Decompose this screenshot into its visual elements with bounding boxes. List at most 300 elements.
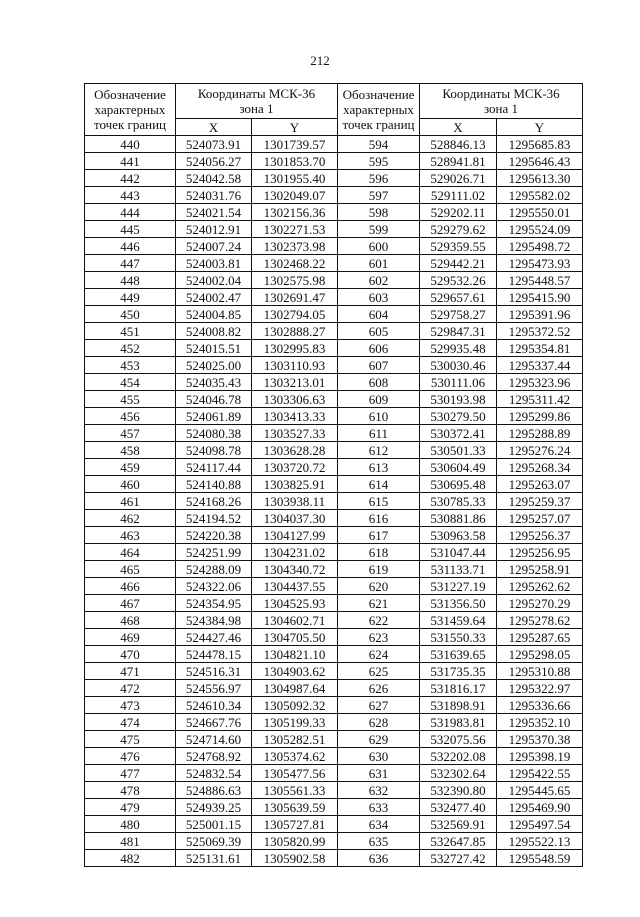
y-right-cell: 1295646.43: [497, 153, 583, 170]
table-row: [85, 493, 583, 510]
x-right-cell: 532727.42: [420, 850, 497, 867]
x-right-cell: 529202.11: [420, 204, 497, 221]
point-id-left-cell: 479: [85, 799, 176, 816]
point-id-left-cell: 457: [85, 425, 176, 442]
x-right-cell: 530785.33: [420, 493, 497, 510]
point-id-right-cell: 627: [338, 697, 420, 714]
y-right-cell: 1295498.72: [497, 238, 583, 255]
x-left-cell: 524098.78: [176, 442, 252, 459]
point-id-right-cell: 610: [338, 408, 420, 425]
y-left-cell: 1305477.56: [252, 765, 338, 782]
point-id-right-cell: 615: [338, 493, 420, 510]
table-row: [85, 357, 583, 374]
y-right-cell: 1295262.62: [497, 578, 583, 595]
point-id-right-cell: 601: [338, 255, 420, 272]
point-id-right-cell: 617: [338, 527, 420, 544]
point-id-left-cell: 482: [85, 850, 176, 867]
x-right-cell: 531133.71: [420, 561, 497, 578]
point-id-right-cell: 608: [338, 374, 420, 391]
x-left-cell: 524168.26: [176, 493, 252, 510]
y-left-cell: 1303306.63: [252, 391, 338, 408]
y-left-cell: 1304340.72: [252, 561, 338, 578]
coords-header-left: [176, 84, 338, 119]
table-row: [85, 306, 583, 323]
x-left-cell: 524015.51: [176, 340, 252, 357]
x-left-cell: 524322.06: [176, 578, 252, 595]
x-right-cell: 529279.62: [420, 221, 497, 238]
x-left-cell: 524012.91: [176, 221, 252, 238]
point-id-right-cell: 602: [338, 272, 420, 289]
point-id-left-cell: 476: [85, 748, 176, 765]
y-left-cell: 1304705.50: [252, 629, 338, 646]
point-id-left-cell: 441: [85, 153, 176, 170]
y-left-cell: 1303825.91: [252, 476, 338, 493]
table-row: [85, 323, 583, 340]
point-id-right-cell: 614: [338, 476, 420, 493]
table-row: [85, 612, 583, 629]
x-right-cell: 532569.91: [420, 816, 497, 833]
x-left-cell: 524061.89: [176, 408, 252, 425]
y-header-left: Y: [252, 119, 338, 136]
x-left-cell: 524046.78: [176, 391, 252, 408]
y-right-cell: 1295263.07: [497, 476, 583, 493]
x-right-cell: 531047.44: [420, 544, 497, 561]
point-id-right-cell: 619: [338, 561, 420, 578]
x-right-cell: 529442.21: [420, 255, 497, 272]
y-left-cell: 1302995.83: [252, 340, 338, 357]
y-right-cell: 1295415.90: [497, 289, 583, 306]
x-left-cell: 524031.76: [176, 187, 252, 204]
point-id-left-cell: 481: [85, 833, 176, 850]
point-label-line-3: точек границ: [342, 117, 415, 132]
point-id-left-cell: 454: [85, 374, 176, 391]
point-id-right-cell: 623: [338, 629, 420, 646]
x-header-left: X: [176, 119, 252, 136]
x-left-cell: 525131.61: [176, 850, 252, 867]
x-right-cell: 531816.17: [420, 680, 497, 697]
table-row: [85, 816, 583, 833]
point-id-left-cell: 461: [85, 493, 176, 510]
point-id-right-cell: 631: [338, 765, 420, 782]
coords-header-right: [420, 84, 583, 119]
x-left-cell: 524516.31: [176, 663, 252, 680]
y-right-cell: 1295256.37: [497, 527, 583, 544]
point-id-left-cell: 480: [85, 816, 176, 833]
table-row: [85, 391, 583, 408]
point-id-right-cell: 611: [338, 425, 420, 442]
point-id-left-cell: 446: [85, 238, 176, 255]
x-left-cell: 524004.85: [176, 306, 252, 323]
x-left-cell: 524427.46: [176, 629, 252, 646]
table-row: [85, 714, 583, 731]
point-id-right-cell: 596: [338, 170, 420, 187]
point-id-right-cell: 603: [338, 289, 420, 306]
y-header-right: Y: [497, 119, 583, 136]
point-id-right-cell: 622: [338, 612, 420, 629]
table-row: [85, 425, 583, 442]
point-label-line-1: Обозначение: [94, 87, 166, 102]
y-left-cell: 1302888.27: [252, 323, 338, 340]
y-left-cell: 1304987.64: [252, 680, 338, 697]
x-right-cell: 530501.33: [420, 442, 497, 459]
point-id-right-cell: 618: [338, 544, 420, 561]
table-row: [85, 340, 583, 357]
x-right-cell: 532477.40: [420, 799, 497, 816]
y-right-cell: 1295550.01: [497, 204, 583, 221]
y-left-cell: 1305820.99: [252, 833, 338, 850]
x-left-cell: 524140.88: [176, 476, 252, 493]
point-id-right-cell: 597: [338, 187, 420, 204]
point-id-right-cell: 612: [338, 442, 420, 459]
point-id-left-cell: 462: [85, 510, 176, 527]
x-right-cell: 529657.61: [420, 289, 497, 306]
y-right-cell: 1295258.91: [497, 561, 583, 578]
y-left-cell: 1303213.01: [252, 374, 338, 391]
point-id-right-cell: 604: [338, 306, 420, 323]
point-id-right-cell: 598: [338, 204, 420, 221]
y-right-cell: 1295522.13: [497, 833, 583, 850]
y-left-cell: 1304821.10: [252, 646, 338, 663]
point-id-left-cell: 451: [85, 323, 176, 340]
point-id-left-cell: 460: [85, 476, 176, 493]
y-left-cell: 1303720.72: [252, 459, 338, 476]
page-number: 212: [310, 53, 330, 68]
point-id-left-cell: 442: [85, 170, 176, 187]
x-right-cell: 530279.50: [420, 408, 497, 425]
x-right-cell: 530030.46: [420, 357, 497, 374]
y-left-cell: 1301955.40: [252, 170, 338, 187]
y-right-cell: 1295278.62: [497, 612, 583, 629]
point-id-left-cell: 478: [85, 782, 176, 799]
point-label-header-left: [85, 84, 176, 136]
x-right-cell: 532202.08: [420, 748, 497, 765]
y-left-cell: 1303110.93: [252, 357, 338, 374]
y-right-cell: 1295276.24: [497, 442, 583, 459]
table-row: [85, 221, 583, 238]
table-body: [85, 136, 583, 867]
x-left-cell: 524042.58: [176, 170, 252, 187]
table-row: [85, 136, 583, 153]
y-right-cell: 1295352.10: [497, 714, 583, 731]
table-row: [85, 850, 583, 867]
x-left-cell: 524007.24: [176, 238, 252, 255]
y-right-cell: 1295497.54: [497, 816, 583, 833]
y-left-cell: 1304602.71: [252, 612, 338, 629]
y-left-cell: 1304903.62: [252, 663, 338, 680]
x-right-cell: 529359.55: [420, 238, 497, 255]
table-row: [85, 544, 583, 561]
point-id-left-cell: 450: [85, 306, 176, 323]
point-id-right-cell: 606: [338, 340, 420, 357]
y-left-cell: 1301739.57: [252, 136, 338, 153]
y-right-cell: 1295257.07: [497, 510, 583, 527]
point-id-left-cell: 469: [85, 629, 176, 646]
y-right-cell: 1295473.93: [497, 255, 583, 272]
x-right-cell: 530881.86: [420, 510, 497, 527]
point-id-right-cell: 595: [338, 153, 420, 170]
x-left-cell: 524886.63: [176, 782, 252, 799]
y-right-cell: 1295311.42: [497, 391, 583, 408]
point-label-line-2: характерных: [94, 102, 166, 117]
x-left-cell: 524556.97: [176, 680, 252, 697]
table-row: [85, 578, 583, 595]
point-id-right-cell: 624: [338, 646, 420, 663]
table-row: [85, 289, 583, 306]
point-id-right-cell: 634: [338, 816, 420, 833]
x-right-cell: 532302.64: [420, 765, 497, 782]
y-right-cell: 1295422.55: [497, 765, 583, 782]
y-right-cell: 1295354.81: [497, 340, 583, 357]
table-row: [85, 799, 583, 816]
table-row: [85, 442, 583, 459]
point-id-left-cell: 475: [85, 731, 176, 748]
point-id-right-cell: 607: [338, 357, 420, 374]
point-id-right-cell: 635: [338, 833, 420, 850]
point-id-left-cell: 472: [85, 680, 176, 697]
x-right-cell: 531227.19: [420, 578, 497, 595]
x-left-cell: 524073.91: [176, 136, 252, 153]
y-right-cell: 1295298.05: [497, 646, 583, 663]
point-id-left-cell: 463: [85, 527, 176, 544]
y-right-cell: 1295268.34: [497, 459, 583, 476]
point-id-left-cell: 466: [85, 578, 176, 595]
point-id-right-cell: 613: [338, 459, 420, 476]
y-right-cell: 1295287.65: [497, 629, 583, 646]
table-row: [85, 204, 583, 221]
y-left-cell: 1302271.53: [252, 221, 338, 238]
point-id-right-cell: 621: [338, 595, 420, 612]
table-row: [85, 765, 583, 782]
y-left-cell: 1303628.28: [252, 442, 338, 459]
x-right-cell: 530604.49: [420, 459, 497, 476]
point-id-right-cell: 626: [338, 680, 420, 697]
point-id-left-cell: 465: [85, 561, 176, 578]
y-left-cell: 1304231.02: [252, 544, 338, 561]
x-right-cell: 531459.64: [420, 612, 497, 629]
x-right-cell: 529758.27: [420, 306, 497, 323]
y-right-cell: 1295582.02: [497, 187, 583, 204]
x-left-cell: 524002.47: [176, 289, 252, 306]
y-left-cell: 1304525.93: [252, 595, 338, 612]
x-left-cell: 524117.44: [176, 459, 252, 476]
table-row: [85, 153, 583, 170]
point-id-right-cell: 633: [338, 799, 420, 816]
point-id-left-cell: 453: [85, 357, 176, 374]
y-right-cell: 1295288.89: [497, 425, 583, 442]
y-right-cell: 1295398.19: [497, 748, 583, 765]
table-row: [85, 561, 583, 578]
table-row: [85, 238, 583, 255]
table-row: [85, 646, 583, 663]
x-right-cell: 531898.91: [420, 697, 497, 714]
x-right-cell: 530695.48: [420, 476, 497, 493]
point-label-header-right: [338, 84, 420, 136]
point-id-left-cell: 456: [85, 408, 176, 425]
coords-title-line-1: Координаты МСК-36: [442, 86, 560, 101]
y-right-cell: 1295259.37: [497, 493, 583, 510]
table-row: [85, 629, 583, 646]
coords-title-line-2: зона 1: [483, 101, 519, 116]
table-row: [85, 374, 583, 391]
table-row: [85, 459, 583, 476]
y-left-cell: 1302468.22: [252, 255, 338, 272]
table-row: [85, 663, 583, 680]
x-left-cell: 524008.82: [176, 323, 252, 340]
table-row: [85, 680, 583, 697]
y-right-cell: 1295310.88: [497, 663, 583, 680]
y-right-cell: 1295256.95: [497, 544, 583, 561]
table-row: [85, 255, 583, 272]
point-id-right-cell: 594: [338, 136, 420, 153]
point-id-left-cell: 443: [85, 187, 176, 204]
y-left-cell: 1305199.33: [252, 714, 338, 731]
x-left-cell: 524354.95: [176, 595, 252, 612]
table-row: [85, 748, 583, 765]
y-left-cell: 1305727.81: [252, 816, 338, 833]
table-row: [85, 187, 583, 204]
point-id-left-cell: 452: [85, 340, 176, 357]
point-id-right-cell: 605: [338, 323, 420, 340]
point-id-left-cell: 445: [85, 221, 176, 238]
y-right-cell: 1295372.52: [497, 323, 583, 340]
x-right-cell: 531983.81: [420, 714, 497, 731]
y-left-cell: 1304037.30: [252, 510, 338, 527]
table-row: [85, 697, 583, 714]
x-left-cell: 524251.99: [176, 544, 252, 561]
coords-title-line-2: зона 1: [239, 101, 274, 116]
x-right-cell: 531356.50: [420, 595, 497, 612]
point-id-right-cell: 599: [338, 221, 420, 238]
x-left-cell: 524056.27: [176, 153, 252, 170]
x-right-cell: 529532.26: [420, 272, 497, 289]
point-id-left-cell: 440: [85, 136, 176, 153]
point-id-left-cell: 444: [85, 204, 176, 221]
point-id-left-cell: 455: [85, 391, 176, 408]
table-row: [85, 731, 583, 748]
y-right-cell: 1295469.90: [497, 799, 583, 816]
x-left-cell: 524610.34: [176, 697, 252, 714]
point-id-left-cell: 468: [85, 612, 176, 629]
point-id-left-cell: 448: [85, 272, 176, 289]
x-left-cell: 524035.43: [176, 374, 252, 391]
x-right-cell: 532390.80: [420, 782, 497, 799]
table-row: [85, 272, 583, 289]
y-left-cell: 1304127.99: [252, 527, 338, 544]
y-left-cell: 1302156.36: [252, 204, 338, 221]
y-left-cell: 1302575.98: [252, 272, 338, 289]
y-left-cell: 1304437.55: [252, 578, 338, 595]
y-left-cell: 1302794.05: [252, 306, 338, 323]
point-label-line-1: Обозначение: [342, 87, 415, 102]
table-row: [85, 170, 583, 187]
x-right-cell: 528941.81: [420, 153, 497, 170]
y-left-cell: 1302691.47: [252, 289, 338, 306]
point-id-left-cell: 477: [85, 765, 176, 782]
table-row: [85, 408, 583, 425]
point-id-left-cell: 449: [85, 289, 176, 306]
y-right-cell: 1295613.30: [497, 170, 583, 187]
x-left-cell: 524080.38: [176, 425, 252, 442]
point-id-left-cell: 458: [85, 442, 176, 459]
x-left-cell: 524003.81: [176, 255, 252, 272]
point-id-right-cell: 625: [338, 663, 420, 680]
point-label-line-2: характерных: [343, 102, 414, 117]
coordinates-table: [84, 83, 583, 867]
x-right-cell: 529935.48: [420, 340, 497, 357]
x-left-cell: 524021.54: [176, 204, 252, 221]
point-id-right-cell: 620: [338, 578, 420, 595]
point-id-left-cell: 467: [85, 595, 176, 612]
y-left-cell: 1303413.33: [252, 408, 338, 425]
y-left-cell: 1301853.70: [252, 153, 338, 170]
x-right-cell: 530963.58: [420, 527, 497, 544]
point-id-right-cell: 628: [338, 714, 420, 731]
point-id-right-cell: 609: [338, 391, 420, 408]
y-left-cell: 1302049.07: [252, 187, 338, 204]
table-row: [85, 476, 583, 493]
x-right-cell: 532647.85: [420, 833, 497, 850]
x-left-cell: 524288.09: [176, 561, 252, 578]
table-row: [85, 527, 583, 544]
x-left-cell: 524714.60: [176, 731, 252, 748]
point-id-left-cell: 474: [85, 714, 176, 731]
x-left-cell: 525069.39: [176, 833, 252, 850]
x-left-cell: 524768.92: [176, 748, 252, 765]
point-id-right-cell: 632: [338, 782, 420, 799]
x-left-cell: 524002.04: [176, 272, 252, 289]
x-right-cell: 531735.35: [420, 663, 497, 680]
x-right-cell: 529026.71: [420, 170, 497, 187]
x-right-cell: 531639.65: [420, 646, 497, 663]
table-row: [85, 510, 583, 527]
y-right-cell: 1295548.59: [497, 850, 583, 867]
point-id-left-cell: 459: [85, 459, 176, 476]
point-id-right-cell: 636: [338, 850, 420, 867]
y-right-cell: 1295299.86: [497, 408, 583, 425]
x-left-cell: 524832.54: [176, 765, 252, 782]
y-right-cell: 1295448.57: [497, 272, 583, 289]
point-id-right-cell: 630: [338, 748, 420, 765]
y-right-cell: 1295370.38: [497, 731, 583, 748]
y-right-cell: 1295336.66: [497, 697, 583, 714]
y-left-cell: 1305282.51: [252, 731, 338, 748]
x-right-cell: 530111.06: [420, 374, 497, 391]
x-right-cell: 532075.56: [420, 731, 497, 748]
x-right-cell: 531550.33: [420, 629, 497, 646]
x-left-cell: 524220.38: [176, 527, 252, 544]
y-left-cell: 1305902.58: [252, 850, 338, 867]
y-left-cell: 1305639.59: [252, 799, 338, 816]
x-left-cell: 524939.25: [176, 799, 252, 816]
x-right-cell: 529847.31: [420, 323, 497, 340]
x-left-cell: 525001.15: [176, 816, 252, 833]
y-left-cell: 1305374.62: [252, 748, 338, 765]
point-id-left-cell: 470: [85, 646, 176, 663]
y-right-cell: 1295524.09: [497, 221, 583, 238]
point-label-line-3: точек границ: [93, 117, 167, 132]
x-left-cell: 524478.15: [176, 646, 252, 663]
x-right-cell: 530372.41: [420, 425, 497, 442]
x-right-cell: 529111.02: [420, 187, 497, 204]
y-right-cell: 1295445.65: [497, 782, 583, 799]
x-left-cell: 524384.98: [176, 612, 252, 629]
point-id-left-cell: 464: [85, 544, 176, 561]
point-id-left-cell: 471: [85, 663, 176, 680]
y-left-cell: 1305092.32: [252, 697, 338, 714]
x-right-cell: 530193.98: [420, 391, 497, 408]
point-id-right-cell: 600: [338, 238, 420, 255]
point-id-left-cell: 447: [85, 255, 176, 272]
